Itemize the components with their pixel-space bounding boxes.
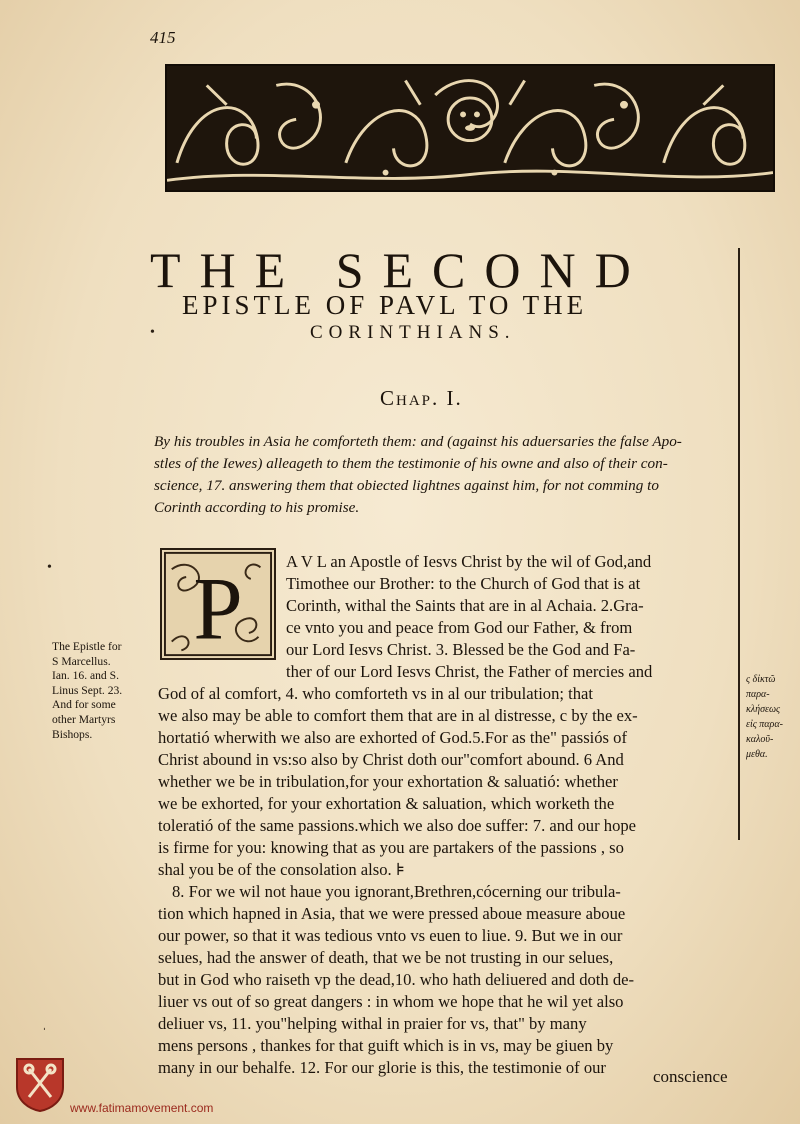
body-line: A V L an Apostle of Iesvs Christ by the wil of God,and: [286, 552, 652, 571]
body-line: is firme for you: knowing that as you are partakers of the passions , so: [158, 838, 624, 857]
body-line: we also may be able to comfort them that are in al distresse, c by the ex-: [158, 706, 638, 725]
body-line: we be exhorted, for your exhortation & saluation, which worketh the: [158, 794, 615, 813]
body-line: ce vnto you and peace from God our Father, & from: [286, 618, 633, 637]
body-line: shal you be of the consolation also. ⊧: [158, 860, 406, 879]
argument-line: stles of the Iewes) alleageth to them the testimonie of his owne and also of their con-: [154, 455, 668, 472]
body-line: mens persons , thankes for that guift which is in vs, may be giuen by: [158, 1036, 614, 1055]
body-line: ther of our Lord Iesvs Christ, the Father of mercies and: [286, 662, 653, 681]
catchword: conscience: [653, 1067, 728, 1086]
margin-note-line: other Martyrs: [52, 712, 116, 726]
greek-note-line: παρα-: [746, 689, 770, 700]
margin-note-line: S Marcellus.: [52, 654, 111, 668]
argument-line: By his troubles in Asia he comforteth them: and (against his aduersaries the false Apo-: [154, 433, 682, 450]
margin-note-line: And for some: [52, 698, 116, 712]
initial-p-icon: [162, 550, 274, 658]
chapter-argument: [154, 431, 734, 519]
greek-note-line: ς δἰκτῶ: [746, 674, 776, 685]
decorated-initial-p: [160, 548, 276, 660]
body-line: deliuer vs, 11. you"helping withal in praier for vs, that" by many: [158, 1014, 587, 1033]
body-line: 8. For we wil not haue you ignorant,Brethren,cócerning our tribula-: [172, 882, 621, 901]
body-line: many in our behalfe. 12. For our glorie is this, the testimonie of our: [158, 1058, 606, 1077]
right-column-rule: [738, 248, 740, 840]
body-line: whether we be in tribulation,for your exhortation & saluatió: whether: [158, 772, 618, 791]
greek-note-line: καλοῦ-: [746, 734, 774, 745]
margin-note-right-greek: [746, 672, 800, 762]
margin-note-line: The Epistle for: [52, 640, 122, 653]
body-line: Christ abound in vs:so also by Christ doth our"comfort abound. 6 And: [158, 750, 624, 769]
greek-note-line: μεθα.: [746, 749, 768, 760]
body-line: tion which hapned in Asia, that we were pressed aboue measure aboue: [158, 904, 626, 923]
svg-text:P: P: [193, 560, 243, 658]
ornament-icon: [167, 66, 773, 190]
body-line: Corinth, withal the Saints that are in al Achaia. 2.Gra-: [286, 596, 644, 615]
shield-icon: [13, 1055, 67, 1113]
website-watermark[interactable]: www.fatimamovement.com: [70, 1101, 214, 1115]
margin-note-line: Bishops.: [52, 727, 93, 741]
title-corinthians: CORINTHIANS.: [310, 322, 516, 343]
margin-note-line: Ian. 16. and S.: [52, 669, 119, 683]
argument-line: Corinth according to his promise.: [154, 499, 360, 516]
body-line: selues, had the answer of death, that we be not trusting in our selues,: [158, 948, 614, 967]
greek-note-line: εἰς παρα-: [746, 719, 783, 730]
argument-line: science, 17. answering them that obiected lightnes against him, for not comming to: [154, 477, 659, 494]
margin-dot: •: [47, 560, 52, 575]
body-line: toleratió of the same passions.which we also doe suffer: 7. and our hope: [158, 816, 637, 835]
body-line: our Lord Iesvs Christ. 3. Blessed be the God and Fa-: [286, 640, 636, 659]
body-line: Timothee our Brother: to the Church of God that is at: [286, 574, 641, 593]
margin-dot: ˌ: [42, 1016, 47, 1031]
margin-dot: •: [150, 325, 155, 340]
chapter-heading: Chap. I.: [380, 386, 463, 410]
fatima-movement-logo: [13, 1055, 67, 1113]
ornamental-headpiece: [165, 64, 775, 192]
page-number: 415: [150, 28, 176, 47]
greek-note-line: κλήσεως: [746, 704, 781, 715]
body-line: God of al comfort, 4. who comforteth vs in al our tribulation; that: [158, 684, 594, 703]
body-line: but in God who raiseth vp the dead,10. who hath deliuered and doth de-: [158, 970, 635, 989]
body-line: hortatió wherwith we also are exhorted of God.5.For as the" passiós of: [158, 728, 627, 747]
margin-note-left: [52, 640, 156, 742]
margin-note-line: Linus Sept. 23.: [52, 683, 123, 697]
title-epistle: EPISTLE OF PAVL TO THE: [182, 290, 588, 320]
title-the-second: THE SECOND: [150, 242, 650, 298]
body-line: liuer vs out of so great dangers : in whom we hope that he wil yet also: [158, 992, 624, 1011]
body-line: our power, so that it was tedious vnto vs euen to liue. 9. But we in our: [158, 926, 623, 945]
